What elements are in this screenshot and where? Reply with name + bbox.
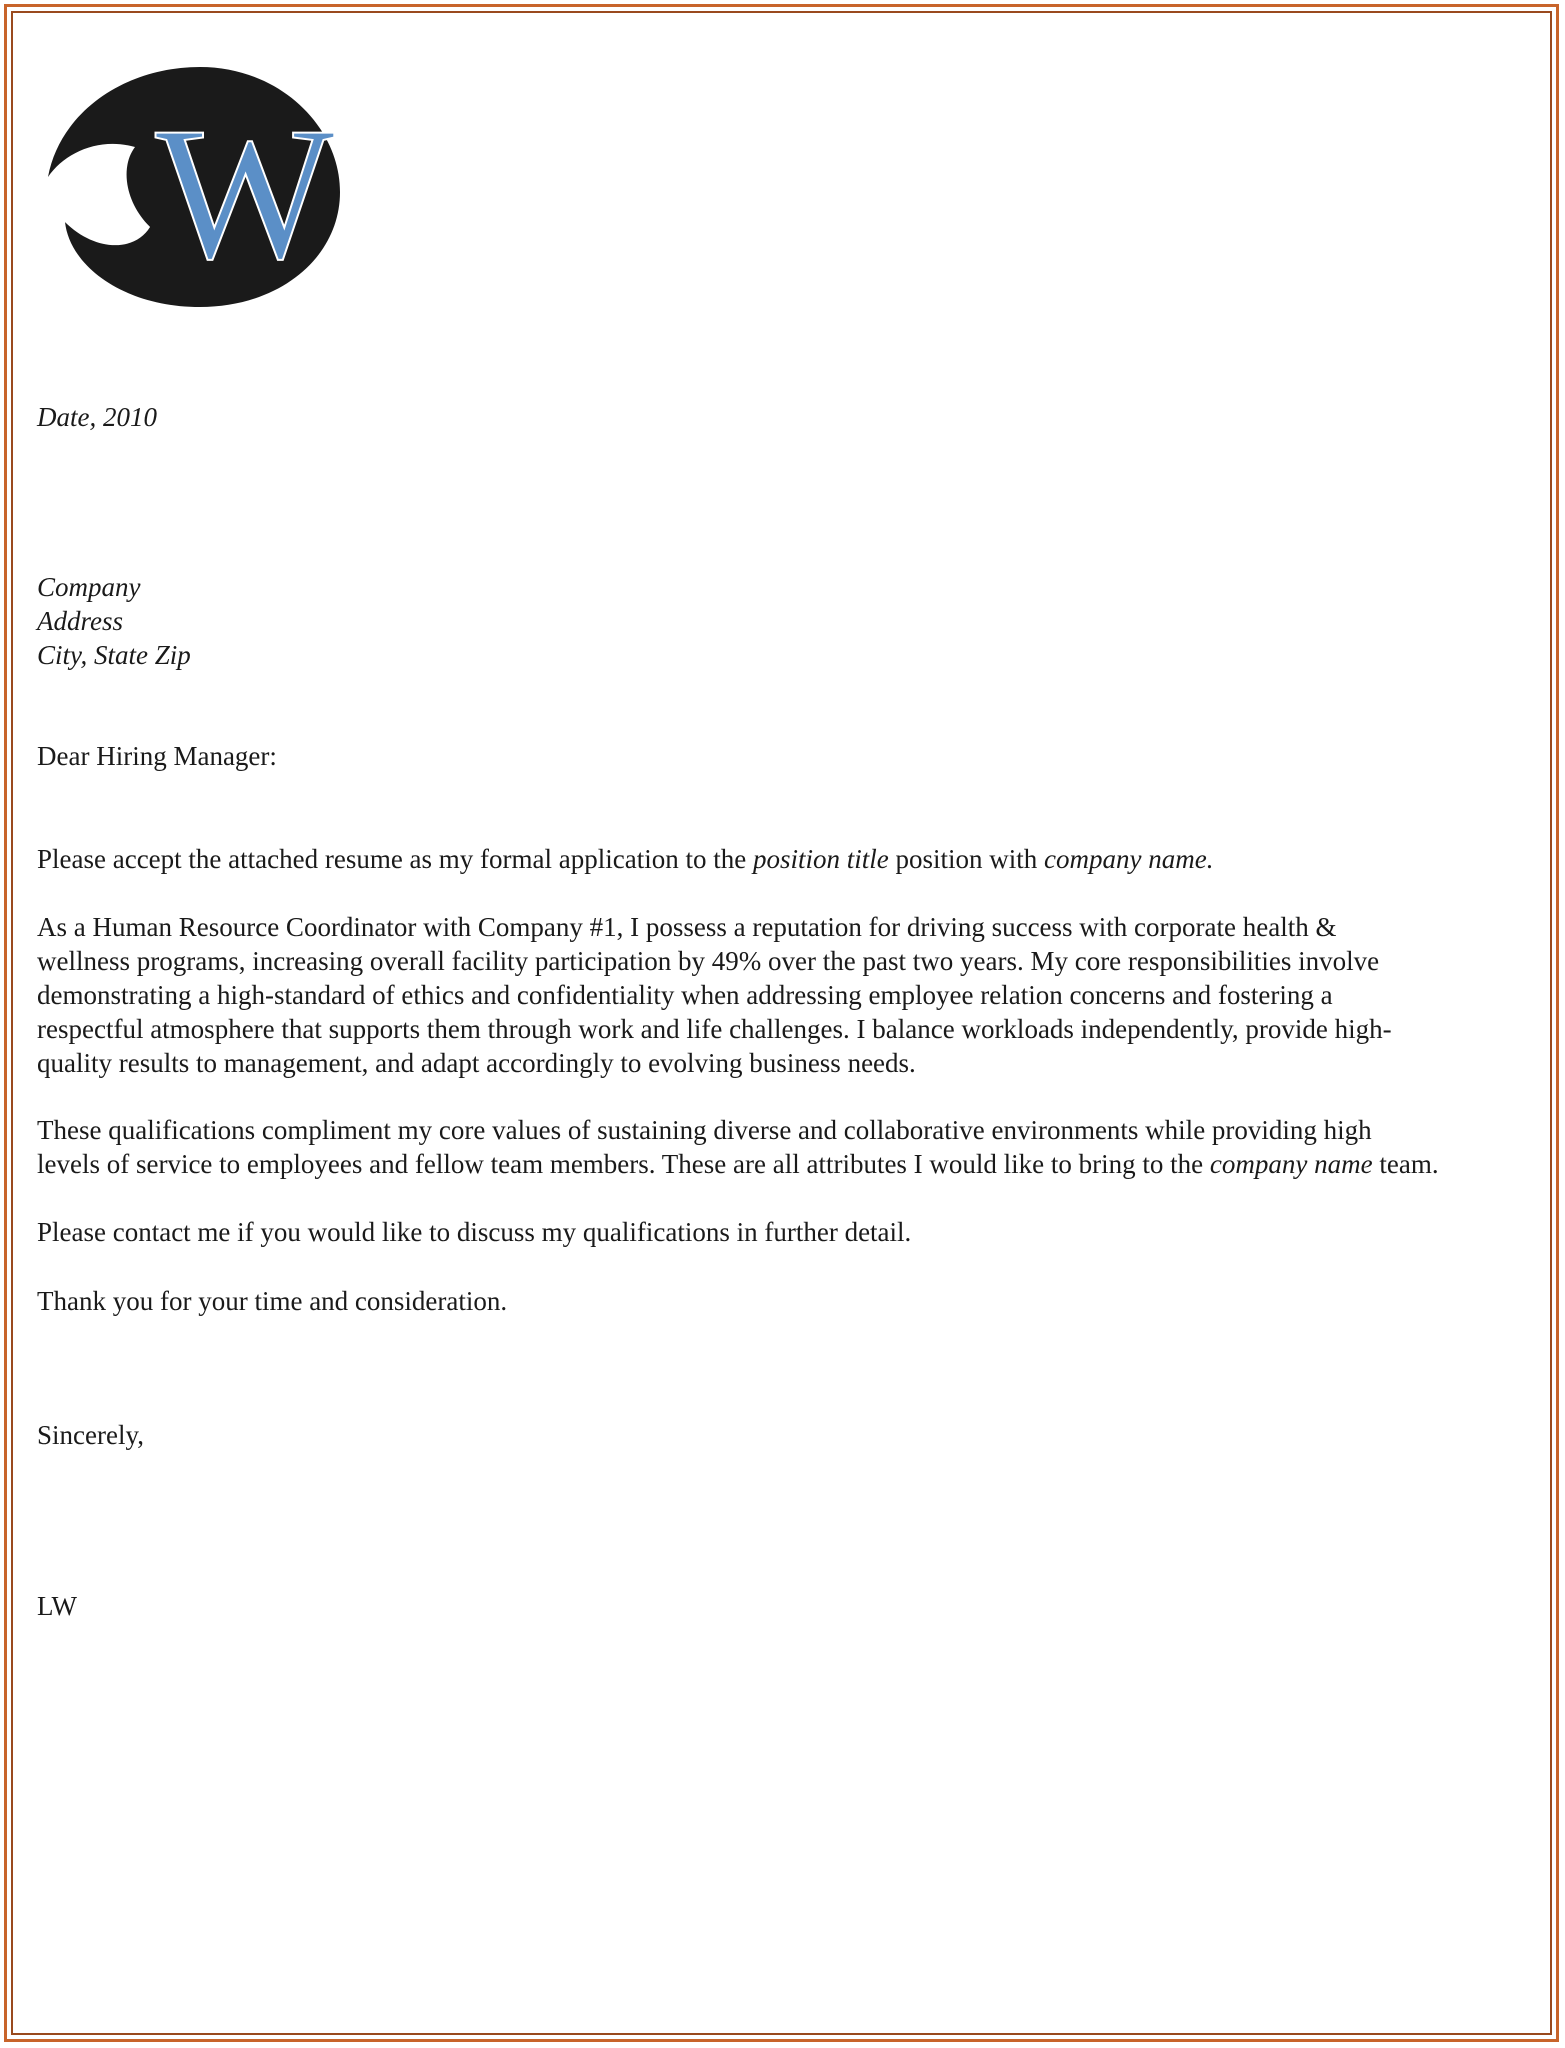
paragraph-qualifications-line (37, 1147, 1537, 1181)
paragraph-experience-line: wellness programs, increasing overall facility participation by 49% over the past two years. My core responsibilities involve (37, 946, 1380, 976)
salutation: Dear Hiring Manager: (37, 741, 277, 771)
recipient-address: Address (37, 606, 123, 636)
recipient-city-state-zip: City, State Zip (37, 640, 191, 670)
logo-letter: W (155, 89, 335, 299)
position-title-placeholder: position title (752, 844, 889, 874)
company-logo (40, 52, 360, 317)
paragraph-experience-line: respectful atmosphere that supports them through work and life challenges. I balance workloads independently, provide high- (37, 1014, 1392, 1044)
paragraph-qualifications-text-1: levels of service to employees and fellow team members. These are all attributes I would like to bring to the (37, 1149, 1210, 1179)
paragraph-experience-line: As a Human Resource Coordinator with Company #1, I possess a reputation for driving success with corporate health & (37, 912, 1337, 942)
paragraph-thanks: Thank you for your time and consideration. (37, 1286, 508, 1316)
closing: Sincerely, (37, 1420, 144, 1450)
paragraph-intro-text-2: position with (888, 844, 1044, 874)
paragraph-qualifications-line: These qualifications compliment my core values of sustaining diverse and collaborative environments while providing high (37, 1115, 1372, 1145)
company-name-placeholder: company name. (1044, 844, 1214, 874)
letter-date: Date, 2010 (37, 402, 157, 432)
paragraph-qualifications-text-2: team. (1372, 1149, 1439, 1179)
paragraph-intro-text-1: Please accept the attached resume as my formal application to the (37, 844, 753, 874)
paragraph-contact: Please contact me if you would like to discuss my qualifications in further detail. (37, 1217, 912, 1247)
paragraph-qualifications (37, 1113, 1537, 1181)
paragraph-intro (37, 842, 1213, 876)
company-name-placeholder: company name (1209, 1149, 1373, 1179)
signature: LW (37, 1591, 77, 1621)
paragraph-experience-line: demonstrating a high-standard of ethics and confidentiality when addressing employee relation concerns and fostering a (37, 980, 1333, 1010)
paragraph-experience (37, 910, 1537, 1080)
paragraph-experience-line: quality results to management, and adapt accordingly to evolving business needs. (37, 1048, 916, 1078)
recipient-company: Company (37, 572, 141, 602)
